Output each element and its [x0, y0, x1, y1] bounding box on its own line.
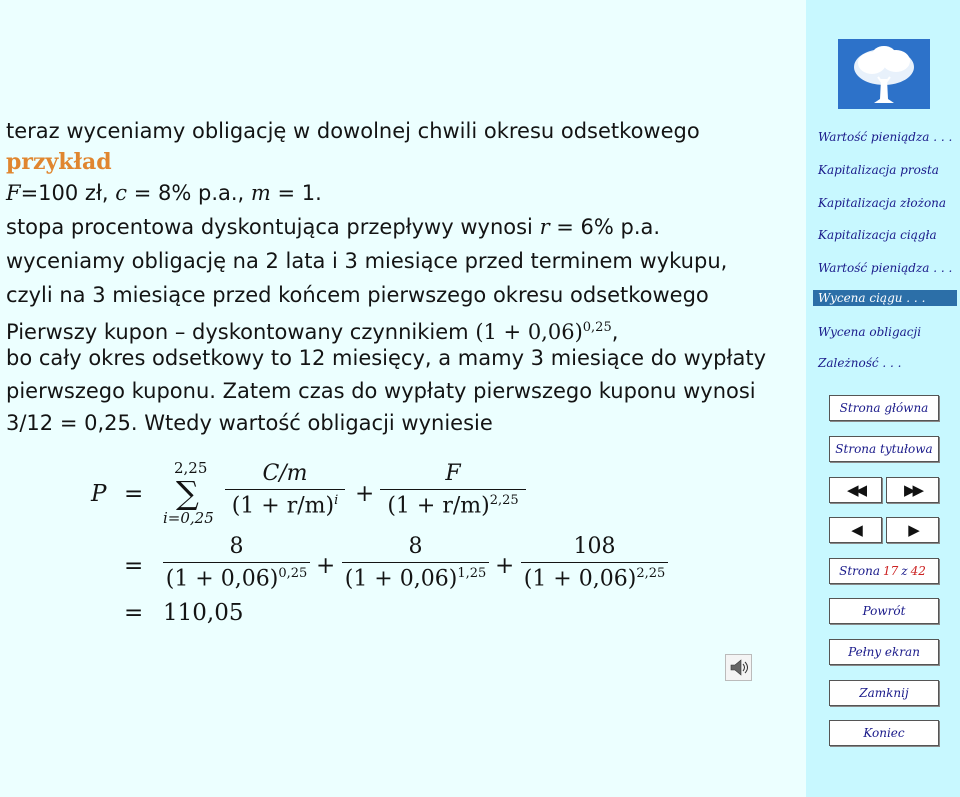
close-button[interactable]: Zamknij [829, 680, 939, 706]
page-indicator: Strona 17 z 42 [829, 558, 939, 584]
text-line: F=100 zł, c = 8% p.a., m = 1. [6, 181, 322, 205]
sidebar-item-bond-valuation[interactable]: Wycena obligacji [818, 325, 922, 339]
prev-page-button[interactable]: ◀ [829, 517, 882, 543]
equals-sign: = [124, 600, 144, 626]
text-line: czyli na 3 miesiące przed końcem pierwszego okresu odsetkowego [6, 283, 709, 307]
tree-logo-icon [838, 39, 930, 109]
plus-sign: + [495, 553, 515, 579]
back-button[interactable]: Powrót [829, 598, 939, 624]
fraction-term-2: 8 $(1 + 0,06)^{1,25}$ [342, 534, 489, 591]
title-page-button[interactable]: Strona tytułowa [829, 436, 939, 462]
fraction-face-value: F $(1 + r/m)^{2,25}$ [380, 461, 526, 518]
last-page-button[interactable]: ▶▶ [886, 477, 939, 503]
sidebar-item-time-value-of-money[interactable]: Wartość pieniądza . . . [818, 130, 953, 144]
sum-lower-limit: i=0,25 [163, 509, 214, 527]
sidebar-item-compound-interest[interactable]: Kapitalizacja złożona [818, 196, 947, 210]
fullscreen-button[interactable]: Pełny ekran [829, 639, 939, 665]
text-line: bo cały okres odsetkowy to 12 miesięcy, a mamy 3 miesiące do wypłaty [6, 346, 766, 370]
next-page-button[interactable]: ▶ [886, 517, 939, 543]
formula-lhs: P [91, 481, 107, 507]
plus-sign: + [355, 481, 375, 507]
quit-button[interactable]: Koniec [829, 720, 939, 746]
home-button[interactable]: Strona główna [829, 395, 939, 421]
plus-sign: + [316, 553, 336, 579]
navigation-sidebar [806, 0, 960, 797]
text-line: wyceniamy obligację na 2 lata i 3 miesiące przed terminem wykupu, [6, 249, 728, 273]
text-line: teraz wyceniamy obligację w dowolnej chwili okresu odsetkowego [6, 119, 700, 143]
fraction-term-1: 8 $(1 + 0,06)^{0,25}$ [163, 534, 310, 591]
sidebar-item-simple-interest[interactable]: Kapitalizacja prosta [818, 163, 939, 177]
equals-sign: = [124, 553, 144, 579]
text-line: 3/12 = 0,25. Wtedy wartość obligacji wyniesie [6, 411, 493, 435]
sidebar-item-cashflow-valuation[interactable]: Wycena ciągu . . . [813, 290, 957, 306]
sum-sign: ∑ [176, 474, 199, 512]
text-line: stopa procentowa dyskontująca przepływy wynosi r = 6% p.a. [6, 215, 661, 239]
first-page-button[interactable]: ◀◀ [829, 477, 882, 503]
fraction-term-3: 108 $(1 + 0,06)^{2,25}$ [521, 534, 668, 591]
speaker-icon[interactable] [725, 654, 752, 681]
text-line: pierwszego kuponu. Zatem czas do wypłaty pierwszego kuponu wynosi [6, 379, 756, 403]
sidebar-item-time-value-of-money-2[interactable]: Wartość pieniądza . . . [818, 261, 953, 275]
equals-sign: = [124, 481, 144, 507]
text-line: Pierwszy kupon – dyskontowany czynnikiem $(1 + 0,06)^{0,25}$, [6, 320, 619, 344]
fraction-coupon: C/m $(1 + r/m)^i$ [225, 461, 345, 518]
sidebar-item-dependence[interactable]: Zależność . . . [818, 356, 902, 370]
sum-upper-limit: 2,25 [174, 459, 208, 477]
example-heading: przykład [6, 149, 112, 175]
formula-result: 110,05 [163, 600, 244, 626]
sidebar-item-continuous-compounding[interactable]: Kapitalizacja ciągła [818, 228, 937, 242]
